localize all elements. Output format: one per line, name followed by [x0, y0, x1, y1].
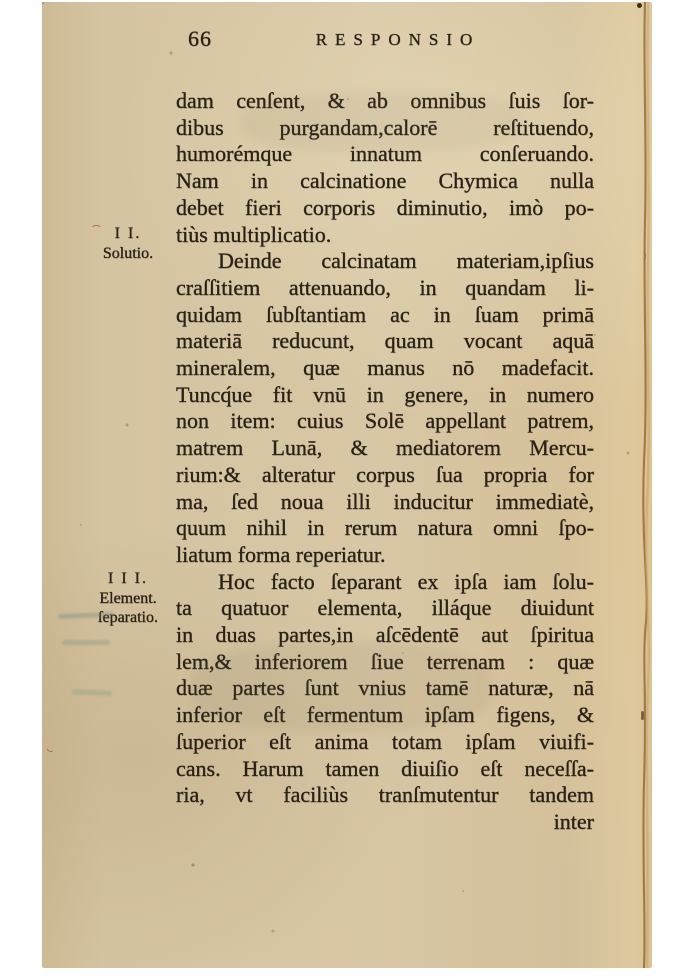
margin-note-text: Element.: [99, 589, 157, 607]
book-page: [42, 2, 652, 968]
text-line: dibus purgandam,calorē reſtituendo,: [176, 114, 594, 140]
margin-note-text: Solutio.: [102, 244, 154, 262]
text-line: rium:& alteratur corpus ſua propria for: [176, 461, 594, 487]
page-number: 66: [188, 26, 212, 51]
text-line: liatum forma reperiatur.: [176, 541, 386, 567]
margin-note-element-separatio: [76, 569, 180, 628]
page-edge: [636, 2, 654, 968]
text-line: Hoc facto ſeparant ex ipſa iam ſolu-: [218, 568, 594, 594]
text-line: quum nihil in rerum natura omni ſpo-: [176, 515, 594, 541]
text-line: mineralem, quæ manus nō madefacit.: [176, 355, 594, 381]
text-line: ria, vt faciliùs tranſmutentur tandem: [176, 782, 594, 808]
text-line: tiùs multiplicatio.: [176, 221, 332, 247]
text-line: non item: cuius Solē appellant patrem,: [176, 408, 594, 434]
text-line: craſſitiem attenuando, in quandam li-: [176, 274, 594, 300]
ink-offset-stain: [62, 640, 110, 645]
text-line: in duas partes,in aſcēdentē aut ſpiritua: [176, 622, 594, 648]
text-line: cans. Harum tamen diuiſio eſt neceſſa-: [176, 755, 594, 781]
text-line: ta quatuor elementa, illáque diuidunt: [176, 595, 594, 621]
ink-offset-stain: [72, 689, 112, 695]
text-line: quidam ſubſtantiam ac in ſuam primā: [176, 301, 594, 327]
text-line: matrem Lunā, & mediatorem Mercu-: [176, 435, 594, 461]
margin-note-solutio: [76, 224, 180, 263]
text-line: Tuncq́ue fit vnū in genere, in numero: [176, 381, 594, 407]
text-line: ma, ſed noua illi inducitur immediatè,: [176, 488, 594, 514]
margin-note-numeral: I I.: [114, 225, 142, 242]
margin-note-numeral: I I I.: [108, 570, 148, 587]
text-line: dam cenſent, & ab omnibus ſuis ſor-: [176, 88, 594, 113]
text-line: lem,& inferiorem ſiue terrenam : quæ: [176, 648, 594, 674]
text-line: duæ partes ſunt vnius tamē naturæ, nā: [176, 675, 594, 701]
fiber-mark: [45, 741, 58, 753]
running-header: RESPONSIO: [315, 30, 481, 49]
text-line: debet fieri corporis diminutio, imò po-: [176, 194, 594, 220]
text-line: inferior eſt fermentum ipſam figens, &: [176, 702, 594, 728]
body-text: [176, 88, 594, 836]
text-line: materiā reducunt, quam vocant aquā: [176, 328, 594, 354]
margin-note-text: ſeparatio.: [98, 609, 158, 626]
paper-specks: [42, 2, 44, 4]
text-line: humorémque innatum conſeruando.: [176, 141, 594, 167]
catchword: inter: [553, 808, 594, 834]
text-line: ſuperior eſt anima totam ipſam viuifi-: [176, 728, 594, 754]
text-line: Deinde calcinatam materiam,ipſius: [218, 248, 594, 274]
text-line: Nam in calcinatione Chymica nulla: [176, 168, 594, 194]
